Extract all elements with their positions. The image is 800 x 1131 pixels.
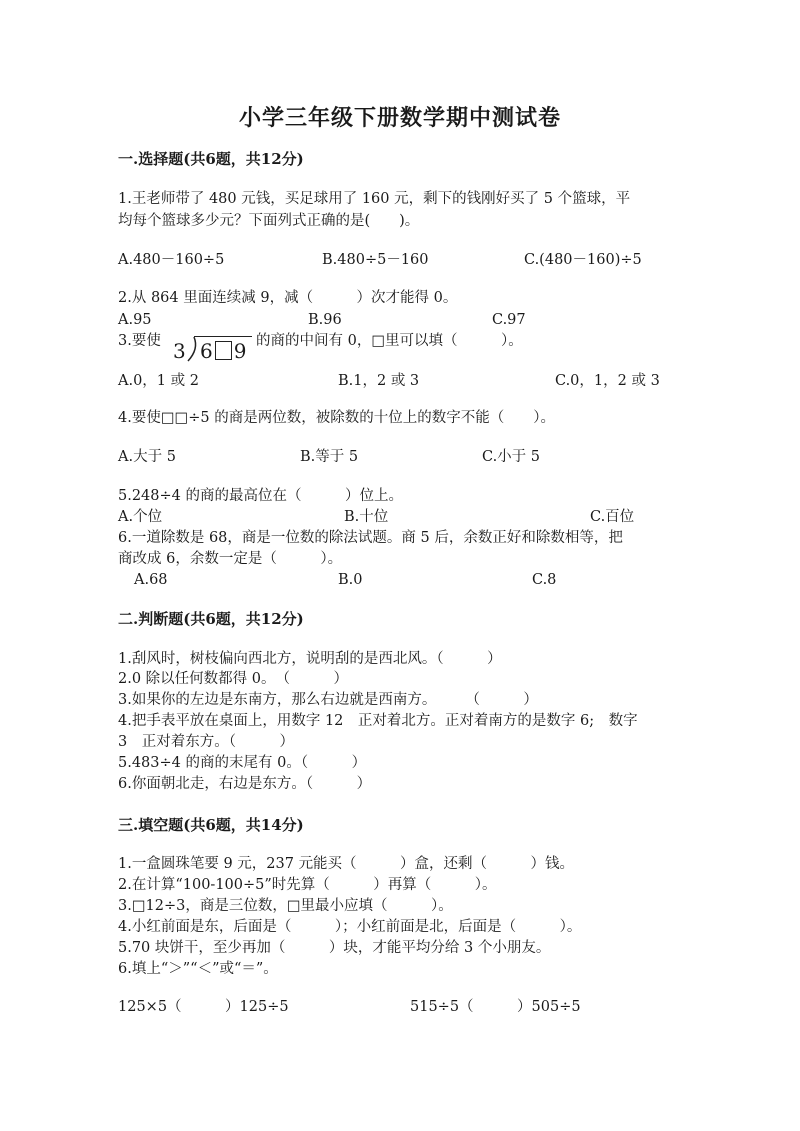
judgment-item: 2.0 除以任何数都得 0。 （ ） bbox=[118, 671, 349, 687]
option-a: A.480－160÷5 bbox=[118, 252, 225, 268]
question-text: 1.王老师带了 480 元钱，买足球用了 160 元，剩下的钱刚好买了 5 个篮球，平 bbox=[118, 191, 631, 207]
dividend-digit: 6 bbox=[200, 339, 213, 363]
option-a: A.个位 bbox=[118, 509, 163, 525]
question-text: 均每个篮球多少元？下面列式正确的是( )。 bbox=[118, 213, 420, 229]
division-bar bbox=[194, 336, 252, 337]
judgment-item: 5.483÷4 的商的末尾有 0。（ ） bbox=[118, 755, 367, 771]
fill-item: 5.70 块饼干，至少再加（ ）块，才能平均分给 3 个小朋友。 bbox=[118, 940, 551, 956]
option-b: B.480÷5－160 bbox=[322, 252, 429, 268]
option-b: B.等于 5 bbox=[300, 449, 359, 465]
judgment-item: 6.你面朝北走，右边是东方。（ ） bbox=[118, 776, 372, 792]
long-division-figure bbox=[170, 334, 254, 364]
option-c: C.小于 5 bbox=[482, 449, 541, 465]
option-c: C.百位 bbox=[590, 509, 635, 525]
judgment-item: 1.刮风时，树枝偏向西北方，说明刮的是西北风。（ ） bbox=[118, 651, 502, 667]
division-bracket-icon bbox=[186, 336, 200, 362]
option-b: B.0 bbox=[338, 572, 363, 588]
question-text: 5.248÷4 的商的最高位在（ ）位上。 bbox=[118, 488, 403, 504]
fill-item: 4.小红前面是东，后面是（ ）；小红前面是北，后面是（ ）。 bbox=[118, 919, 582, 935]
judgment-item: 3 正对着东方。（ ） bbox=[118, 734, 294, 750]
option-b: B.十位 bbox=[344, 509, 389, 525]
fill-item: 2.在计算“100-100÷5”时先算（ ）再算（ ）。 bbox=[118, 877, 497, 893]
section-heading-judgment: 二.判断题(共6题，共12分) bbox=[118, 610, 304, 628]
fill-item: 6.填上“＞”“＜”或“＝”。 bbox=[118, 961, 278, 977]
question-text: 2.从 864 里面连续减 9，减（ ）次才能得 0。 bbox=[118, 290, 458, 306]
option-b: B.1，2 或 3 bbox=[338, 373, 420, 389]
question-prefix: 3.要使 bbox=[118, 333, 161, 349]
option-c: C.(480－160)÷5 bbox=[524, 252, 642, 268]
question-text: 6.一道除数是 68，商是一位数的除法试题。商 5 后，余数正好和除数相等，把 bbox=[118, 530, 623, 546]
fill-item: 1.一盒圆珠笔要 9 元，237 元能买（ ）盒，还剩（ ）钱。 bbox=[118, 856, 575, 872]
dividend-digit: 9 bbox=[233, 339, 247, 363]
option-a: A.0，1 或 2 bbox=[118, 373, 199, 389]
judgment-item: 3.如果你的左边是东南方，那么右边就是西南方。 （ ） bbox=[118, 692, 538, 708]
dividend bbox=[200, 340, 246, 362]
option-c: C.8 bbox=[532, 572, 557, 588]
compare-item: 515÷5（ ）505÷5 bbox=[410, 999, 581, 1015]
question-text: 商改成 6，余数一定是（ ）。 bbox=[118, 551, 343, 567]
option-a: A.95 bbox=[118, 312, 152, 328]
option-c: C.97 bbox=[492, 312, 526, 328]
option-b: B.96 bbox=[308, 312, 342, 328]
page-title: 小学三年级下册数学期中测试卷 bbox=[238, 105, 561, 131]
fill-item: 3.□12÷3，商是三位数，□里最小应填（ ）。 bbox=[118, 898, 453, 914]
blank-box bbox=[215, 341, 232, 360]
section-heading-fill: 三.填空题(共6题，共14分) bbox=[118, 816, 304, 834]
question-suffix: 的商的中间有 0，□里可以填（ ）。 bbox=[256, 333, 523, 349]
question-text: 4.要使□□÷5 的商是两位数，被除数的十位上的数字不能（ ）。 bbox=[118, 410, 555, 426]
judgment-item: 4.把手表平放在桌面上，用数字 12 正对着北方。正对着南方的是数字 6; 数字 bbox=[118, 713, 638, 729]
compare-item: 125×5（ ）125÷5 bbox=[118, 999, 289, 1015]
option-a: A.68 bbox=[134, 572, 168, 588]
section-heading-choice: 一.选择题(共6题，共12分) bbox=[118, 150, 304, 168]
option-c: C.0，1，2 或 3 bbox=[555, 373, 660, 389]
divisor: 3 bbox=[173, 339, 186, 363]
option-a: A.大于 5 bbox=[118, 449, 176, 465]
